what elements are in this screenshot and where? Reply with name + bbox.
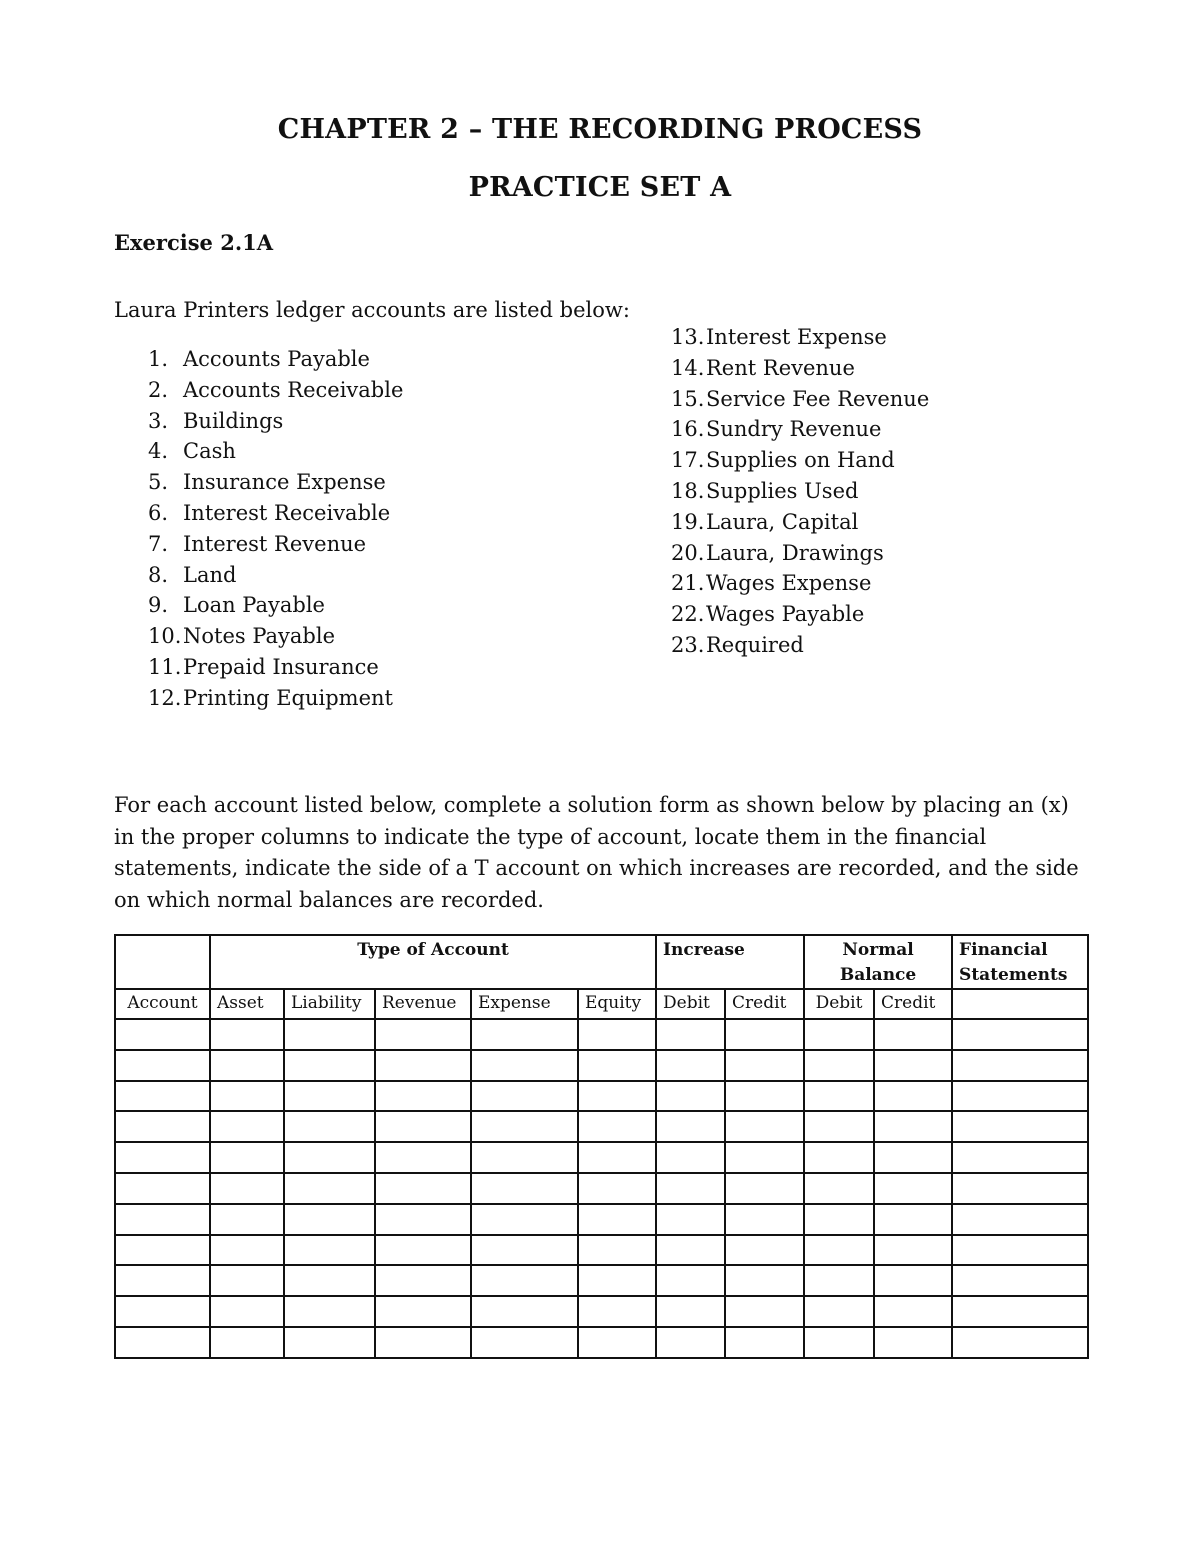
account-name: Prepaid Insurance xyxy=(183,654,379,679)
list-number: 12. xyxy=(148,685,182,710)
account-name: Service Fee Revenue xyxy=(706,386,930,411)
table-row xyxy=(115,1081,1088,1112)
normal-balance-line2: Balance xyxy=(839,965,917,985)
list-number: 11. xyxy=(148,654,182,679)
answer-cell[interactable] xyxy=(375,1173,471,1204)
list-item xyxy=(148,375,403,406)
instructions-paragraph: For each account listed below, complete a solution form as shown below by placing an (x) in the proper columns to indicate the type of account, locate them in the financial statements, indicate the side of a T account on which increases are recorded, and the side on which normal balances are recorded. xyxy=(114,793,1079,912)
account-name: Accounts Payable xyxy=(183,347,370,371)
list-item xyxy=(671,507,929,538)
answer-cell[interactable] xyxy=(725,1327,804,1358)
account-name: Accounts Receivable xyxy=(183,377,404,402)
answer-cell[interactable] xyxy=(115,1327,210,1358)
list-item xyxy=(148,652,403,683)
list-item xyxy=(148,436,403,467)
column-header-liability: Liability xyxy=(284,989,375,1019)
list-number: 23. xyxy=(671,632,705,657)
answer-cell[interactable] xyxy=(578,1204,656,1235)
answer-cell[interactable] xyxy=(874,1296,952,1327)
list-number: 1. xyxy=(148,347,169,371)
list-number: 21. xyxy=(671,571,705,596)
list-number: 16. xyxy=(671,417,705,442)
column-header-equity: Equity xyxy=(578,989,656,1019)
list-number: 5. xyxy=(148,470,169,495)
list-item xyxy=(148,529,403,560)
column-header-balance-debit: Debit xyxy=(804,989,874,1019)
list-item xyxy=(671,538,929,569)
answer-cell[interactable] xyxy=(115,1142,210,1173)
answer-cell[interactable] xyxy=(471,1173,578,1204)
list-number: 8. xyxy=(148,562,169,587)
answer-cell[interactable] xyxy=(952,1235,1088,1266)
account-name: Printing Equipment xyxy=(183,685,393,710)
answer-cell[interactable] xyxy=(375,1050,471,1081)
answer-cell[interactable] xyxy=(952,1111,1088,1142)
answer-cell[interactable] xyxy=(952,1050,1088,1081)
answer-cell[interactable] xyxy=(725,1265,804,1296)
answer-cell[interactable] xyxy=(874,1081,952,1112)
list-number: 19. xyxy=(671,509,705,534)
list-number: 13. xyxy=(671,325,705,349)
accounts-list-right xyxy=(671,322,929,661)
answer-cell[interactable] xyxy=(578,1327,656,1358)
account-name: Wages Payable xyxy=(706,602,865,627)
list-item xyxy=(148,467,403,498)
answer-cell[interactable] xyxy=(874,1019,952,1050)
answer-cell[interactable] xyxy=(115,1235,210,1266)
answer-cell[interactable] xyxy=(725,1173,804,1204)
answer-cell[interactable] xyxy=(210,1019,284,1050)
answer-cell[interactable] xyxy=(284,1173,375,1204)
account-name: Interest Revenue xyxy=(183,531,367,556)
answer-cell[interactable] xyxy=(804,1235,874,1266)
account-name: Sundry Revenue xyxy=(706,417,882,442)
financial-statements-header xyxy=(952,935,1088,989)
answer-cell[interactable] xyxy=(210,1296,284,1327)
account-name: Insurance Expense xyxy=(183,470,386,495)
answer-cell[interactable] xyxy=(804,1173,874,1204)
answer-cell[interactable] xyxy=(952,1296,1088,1327)
answer-cell[interactable] xyxy=(874,1050,952,1081)
answer-cell[interactable] xyxy=(952,1142,1088,1173)
answer-cell[interactable] xyxy=(210,1204,284,1235)
account-name: Land xyxy=(183,562,237,587)
table-column-header-row xyxy=(115,989,1088,1019)
answer-cell[interactable] xyxy=(115,1050,210,1081)
list-number: 6. xyxy=(148,500,169,525)
answer-cell[interactable] xyxy=(725,1204,804,1235)
list-item xyxy=(671,599,929,630)
answer-cell[interactable] xyxy=(952,1173,1088,1204)
answer-cell[interactable] xyxy=(284,1296,375,1327)
answer-cell[interactable] xyxy=(874,1235,952,1266)
account-name: Laura, Drawings xyxy=(706,540,884,565)
list-item xyxy=(148,498,403,529)
answer-cell[interactable] xyxy=(115,1265,210,1296)
answer-cell[interactable] xyxy=(375,1019,471,1050)
answer-cell[interactable] xyxy=(952,1081,1088,1112)
answer-cell[interactable] xyxy=(284,1142,375,1173)
answer-cell[interactable] xyxy=(725,1019,804,1050)
list-item xyxy=(671,353,929,384)
answer-cell[interactable] xyxy=(578,1142,656,1173)
answer-cell[interactable] xyxy=(578,1173,656,1204)
answer-cell[interactable] xyxy=(375,1235,471,1266)
list-item xyxy=(671,476,929,507)
answer-cell[interactable] xyxy=(952,1204,1088,1235)
account-name: Supplies on Hand xyxy=(706,448,895,473)
table-row xyxy=(115,1142,1088,1173)
answer-cell[interactable] xyxy=(952,1265,1088,1296)
column-header-balance-credit: Credit xyxy=(874,989,952,1019)
answer-cell[interactable] xyxy=(375,1204,471,1235)
table-group-header-row xyxy=(115,935,1088,989)
answer-cell[interactable] xyxy=(375,1265,471,1296)
list-item xyxy=(148,683,403,714)
answer-cell[interactable] xyxy=(115,1296,210,1327)
list-item xyxy=(148,560,403,591)
list-number: 10. xyxy=(148,624,182,649)
answer-cell[interactable] xyxy=(804,1265,874,1296)
account-name: Rent Revenue xyxy=(706,355,855,380)
intro-text: Laura Printers ledger accounts are listed below: xyxy=(114,298,630,322)
answer-cell[interactable] xyxy=(578,1235,656,1266)
list-item xyxy=(671,322,929,353)
account-name: Cash xyxy=(183,439,236,464)
list-item xyxy=(148,590,403,621)
answer-cell[interactable] xyxy=(804,1081,874,1112)
answer-cell[interactable] xyxy=(578,1296,656,1327)
answer-cell[interactable] xyxy=(725,1050,804,1081)
answer-cell[interactable] xyxy=(210,1050,284,1081)
answer-cell[interactable] xyxy=(874,1173,952,1204)
answer-cell[interactable] xyxy=(874,1265,952,1296)
list-number: 18. xyxy=(671,478,705,503)
increase-header: Increase xyxy=(656,935,804,989)
answer-cell[interactable] xyxy=(804,1019,874,1050)
answer-cell[interactable] xyxy=(725,1111,804,1142)
answer-cell[interactable] xyxy=(210,1327,284,1358)
answer-cell[interactable] xyxy=(375,1081,471,1112)
column-header-asset: Asset xyxy=(210,989,284,1019)
list-number: 2. xyxy=(148,377,169,402)
answer-cell[interactable] xyxy=(210,1142,284,1173)
list-number: 22. xyxy=(671,602,705,627)
practice-set-title: PRACTICE SET A xyxy=(468,172,732,203)
answer-cell[interactable] xyxy=(471,1050,578,1081)
answer-cell[interactable] xyxy=(725,1081,804,1112)
account-name: Supplies Used xyxy=(706,478,859,503)
answer-cell[interactable] xyxy=(804,1050,874,1081)
account-name: Interest Expense xyxy=(706,325,887,349)
exercise-label: Exercise 2.1A xyxy=(114,230,274,255)
answer-cell[interactable] xyxy=(471,1235,578,1266)
answer-cell[interactable] xyxy=(375,1327,471,1358)
list-item xyxy=(671,445,929,476)
answer-cell[interactable] xyxy=(471,1142,578,1173)
column-header-account: Account xyxy=(115,989,210,1019)
financial-statements-line2: Statements xyxy=(959,965,1068,985)
answer-cell[interactable] xyxy=(115,1173,210,1204)
account-name: Laura, Capital xyxy=(706,509,859,534)
answer-cell[interactable] xyxy=(115,1204,210,1235)
answer-cell[interactable] xyxy=(656,1050,725,1081)
answer-cell[interactable] xyxy=(656,1142,725,1173)
answer-cell[interactable] xyxy=(874,1327,952,1358)
list-item xyxy=(671,568,929,599)
column-header-revenue: Revenue xyxy=(375,989,471,1019)
table-row xyxy=(115,1296,1088,1327)
list-number: 20. xyxy=(671,540,705,565)
answer-cell[interactable] xyxy=(115,1111,210,1142)
answer-cell[interactable] xyxy=(210,1081,284,1112)
answer-cell[interactable] xyxy=(578,1050,656,1081)
answer-cell[interactable] xyxy=(804,1296,874,1327)
account-name: Required xyxy=(706,632,804,657)
table-row xyxy=(115,1050,1088,1081)
answer-cell[interactable] xyxy=(656,1235,725,1266)
list-number: 15. xyxy=(671,386,705,411)
table-row xyxy=(115,1204,1088,1235)
answer-cell[interactable] xyxy=(284,1204,375,1235)
answer-cell[interactable] xyxy=(284,1050,375,1081)
answer-cell[interactable] xyxy=(804,1111,874,1142)
answer-cell[interactable] xyxy=(656,1019,725,1050)
column-header-increase-credit: Credit xyxy=(725,989,804,1019)
answer-cell[interactable] xyxy=(375,1111,471,1142)
answer-cell[interactable] xyxy=(284,1265,375,1296)
account-name: Interest Receivable xyxy=(183,500,391,525)
answer-cell[interactable] xyxy=(578,1265,656,1296)
answer-cell[interactable] xyxy=(656,1327,725,1358)
answer-cell[interactable] xyxy=(471,1081,578,1112)
answer-cell[interactable] xyxy=(874,1142,952,1173)
answer-cell[interactable] xyxy=(471,1296,578,1327)
list-item xyxy=(671,384,929,415)
answer-cell[interactable] xyxy=(578,1111,656,1142)
column-header-expense: Expense xyxy=(471,989,578,1019)
answer-cell[interactable] xyxy=(874,1111,952,1142)
answer-cell[interactable] xyxy=(578,1081,656,1112)
answer-cell[interactable] xyxy=(656,1296,725,1327)
answer-cell[interactable] xyxy=(284,1019,375,1050)
table-row xyxy=(115,1265,1088,1296)
column-header-financial-statements xyxy=(952,989,1088,1019)
list-item xyxy=(148,344,403,375)
account-name: Notes Payable xyxy=(183,624,336,649)
answer-cell[interactable] xyxy=(284,1235,375,1266)
answer-cell[interactable] xyxy=(725,1142,804,1173)
list-number: 7. xyxy=(148,531,169,556)
answer-cell[interactable] xyxy=(210,1173,284,1204)
table-row xyxy=(115,1327,1088,1358)
answer-cell[interactable] xyxy=(284,1327,375,1358)
normal-balance-line1: Normal xyxy=(842,940,914,960)
answer-cell[interactable] xyxy=(471,1111,578,1142)
list-item xyxy=(148,621,403,652)
list-number: 3. xyxy=(148,408,169,433)
answer-cell[interactable] xyxy=(375,1296,471,1327)
answer-cell[interactable] xyxy=(115,1019,210,1050)
financial-statements-line1: Financial xyxy=(959,940,1048,960)
type-of-account-header: Type of Account xyxy=(210,935,656,989)
answer-cell[interactable] xyxy=(284,1081,375,1112)
answer-cell[interactable] xyxy=(115,1081,210,1112)
list-number: 4. xyxy=(148,439,169,464)
answer-cell[interactable] xyxy=(952,1019,1088,1050)
answer-cell[interactable] xyxy=(578,1019,656,1050)
answer-cell[interactable] xyxy=(725,1235,804,1266)
list-item xyxy=(148,406,403,437)
answer-cell[interactable] xyxy=(804,1142,874,1173)
answer-cell[interactable] xyxy=(210,1111,284,1142)
list-item xyxy=(671,414,929,445)
answer-cell[interactable] xyxy=(375,1142,471,1173)
table-row xyxy=(115,1111,1088,1142)
normal-balance-header xyxy=(804,935,952,989)
answer-cell[interactable] xyxy=(656,1173,725,1204)
list-number: 9. xyxy=(148,593,169,618)
table-row xyxy=(115,1019,1088,1050)
chapter-title: CHAPTER 2 – THE RECORDING PROCESS xyxy=(277,114,923,145)
column-header-increase-debit: Debit xyxy=(656,989,725,1019)
answer-cell[interactable] xyxy=(804,1327,874,1358)
answer-cell[interactable] xyxy=(656,1111,725,1142)
answer-cell[interactable] xyxy=(725,1296,804,1327)
answer-cell[interactable] xyxy=(284,1111,375,1142)
answer-cell[interactable] xyxy=(952,1327,1088,1358)
list-number: 17. xyxy=(671,448,705,473)
answer-cell[interactable] xyxy=(210,1265,284,1296)
accounts-list-left xyxy=(148,344,403,714)
table-row xyxy=(115,1173,1088,1204)
answer-cell[interactable] xyxy=(656,1265,725,1296)
answer-cell[interactable] xyxy=(804,1204,874,1235)
answer-cell[interactable] xyxy=(874,1204,952,1235)
table-row xyxy=(115,1235,1088,1266)
table-header-cell xyxy=(115,935,210,989)
list-item xyxy=(671,630,929,661)
list-number: 14. xyxy=(671,355,705,380)
answer-cell[interactable] xyxy=(471,1265,578,1296)
account-name: Loan Payable xyxy=(183,593,325,618)
answer-cell[interactable] xyxy=(471,1019,578,1050)
account-name: Buildings xyxy=(183,408,284,433)
answer-cell[interactable] xyxy=(471,1327,578,1358)
solution-form-table xyxy=(114,934,1089,1359)
answer-cell[interactable] xyxy=(656,1081,725,1112)
account-name: Wages Expense xyxy=(706,571,872,596)
answer-cell[interactable] xyxy=(656,1204,725,1235)
answer-cell[interactable] xyxy=(210,1235,284,1266)
answer-cell[interactable] xyxy=(471,1204,578,1235)
